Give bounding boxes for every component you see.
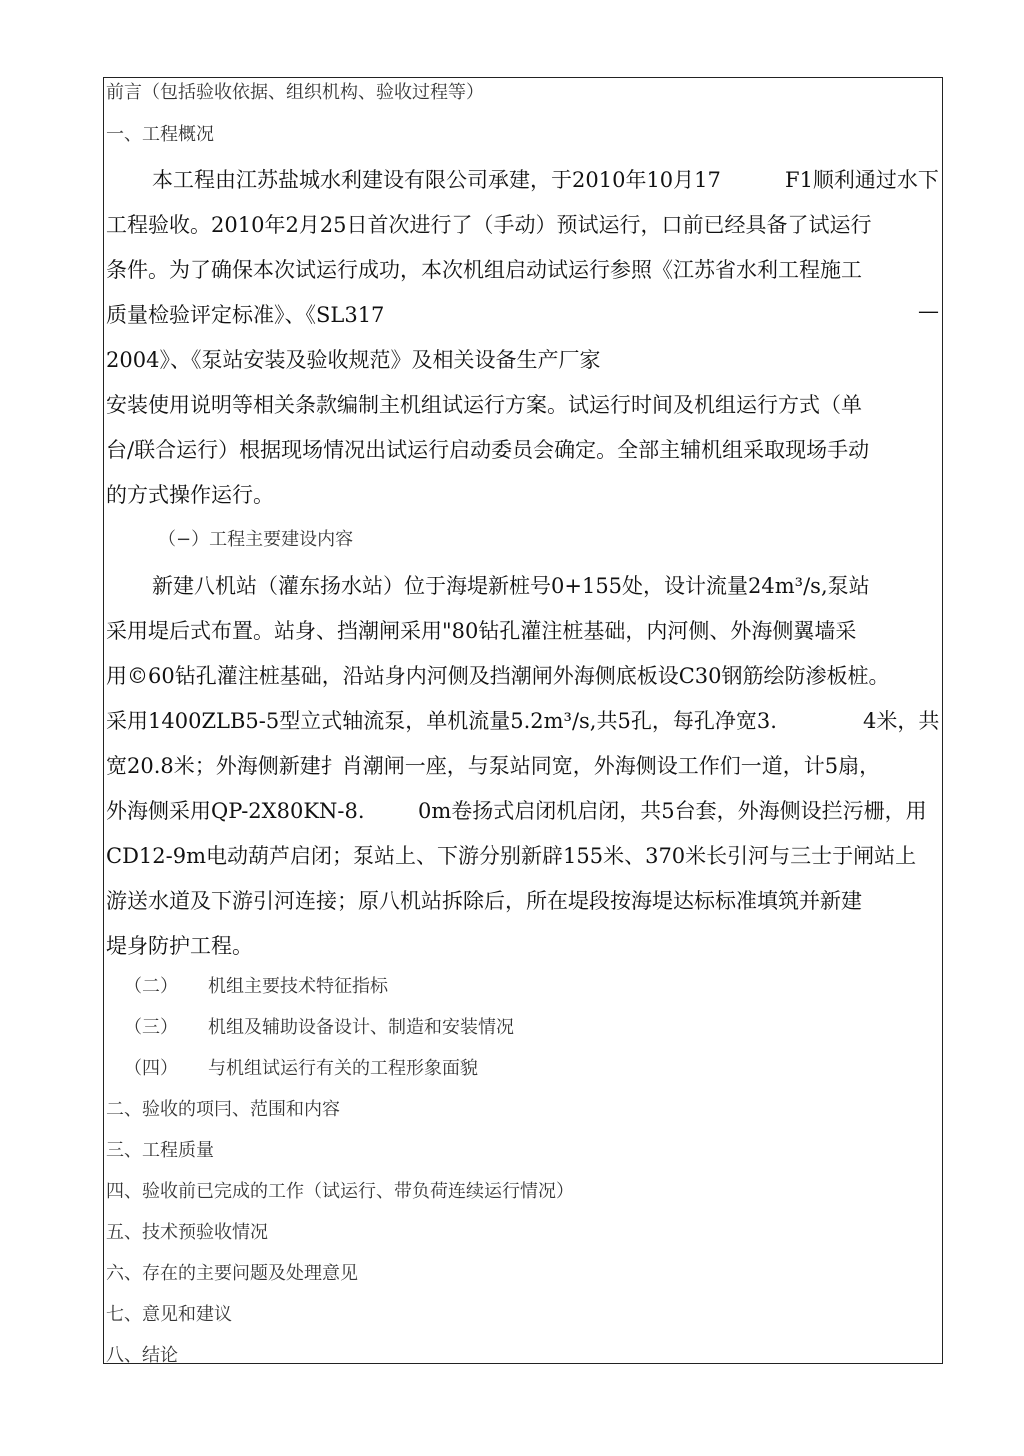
section-5-title: 五、技术预验收情况 — [106, 1222, 268, 1243]
preface-line: 前言（包括验收依据、组织机构、验收过程等） — [106, 82, 484, 103]
para2-line-1: 新建八机站（灌东扬水站）位于海堤新桩号0+155处，设计流量24m³/s,泵站 — [152, 574, 870, 598]
para2-line-9: 堤身防护工程。 — [106, 934, 253, 958]
subsection-2-num: （二） — [124, 976, 178, 997]
para1-line-6: 安装使用说明等相关条款编制主机组试运行方案。试运行时间及机组运行方式（单 — [106, 393, 862, 417]
para2-line-7: CD12-9m电动葫芦启闭；泵站上、下游分别新辟155米、370米长引河与三士于闸站上 — [106, 844, 917, 868]
para1-line-4b: — — [918, 299, 939, 323]
subsection-4-text: 与机组试运行有关的工程形象面貌 — [208, 1058, 478, 1079]
para1-line-8: 的方式操作运行。 — [106, 483, 274, 507]
section-8-title: 八、结论 — [106, 1345, 178, 1366]
section-6-title: 六、存在的主要问题及处理意见 — [106, 1263, 358, 1284]
para2-line-2: 采用堤后式布置。站身、挡潮闸采用"80钻孔灌注桩基础，内河侧、外海侧翼墙采 — [106, 619, 857, 643]
section-3-title: 三、工程质量 — [106, 1140, 214, 1161]
subsection-4-num: （四） — [124, 1058, 178, 1079]
para2-line-6a: 外海侧采用QP-2X80KN-8. — [106, 799, 365, 823]
para2-line-4b: 4米，共 — [863, 709, 940, 733]
para2-line-5: 宽20.8米；外海侧新建扌肖潮闸一座，与泵站同宽，外海侧设工作们一道，计5扇， — [106, 754, 881, 778]
para2-line-8: 游送水道及下游引河连接；原八机站拆除后，所在堤段按海堤达标标准填筑并新建 — [106, 889, 862, 913]
subsection-3-text: 机组及辅助设备设计、制造和安装情况 — [208, 1017, 514, 1038]
section-7-title: 七、意见和建议 — [106, 1304, 232, 1325]
para2-line-6b: 0m卷扬式启闭机启闭，共5台套，外海侧设拦污栅，用 — [418, 799, 927, 823]
section-1-title: 一、工程概况 — [106, 124, 214, 145]
section-2-title: 二、验收的项冃、范围和内容 — [106, 1099, 340, 1120]
para1-line-1a: 本工程由江苏盐城水利建设有限公司承建，于2010年10月17 — [152, 168, 721, 192]
para1-line-5: 2004》、《泵站安装及验收规范》及相关设备生产厂家 — [106, 348, 601, 372]
subsection-1-title: （−）工程主要建设内容 — [158, 529, 354, 550]
para2-line-4a: 采用1400ZLB5-5型立式轴流泵，单机流量5.2m³/s,共5孔，每孔净宽3. — [106, 709, 777, 733]
para2-line-3: 用©60钻孔灌注桩基础，沿站身内河侧及挡潮闸外海侧底板设C30钢筋绘防渗板桩。 — [106, 664, 890, 688]
section-4-title: 四、验收前已完成的工作（试运行、带负荷连续运行情况） — [106, 1181, 574, 1202]
para1-line-7: 台/联合运行）根据现场情况出试运行启动委员会确定。全部主辅机组采取现场手动 — [106, 438, 870, 462]
para1-line-2: 工程验收。2010年2月25日首次进行了（手动）预试运行，口前已经具备了试运行 — [106, 213, 872, 237]
para1-line-4a: 质量检验评定标准》、《SL317 — [106, 303, 385, 327]
subsection-3-num: （三） — [124, 1017, 178, 1038]
para1-line-1b: F1顺利通过水下 — [785, 168, 939, 192]
subsection-2-text: 机组主要技术特征指标 — [208, 976, 388, 997]
para1-line-3: 条件。为了确保本次试运行成功，本次机组启动试运行参照《江苏省水利工程施工 — [106, 258, 862, 282]
